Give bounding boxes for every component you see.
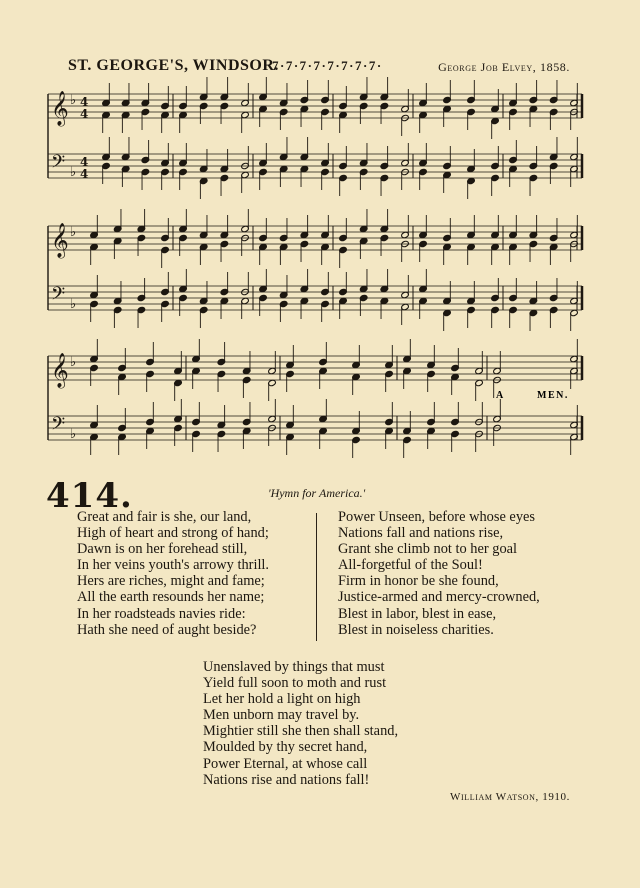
- bass-clef-icon: 𝄢: [51, 152, 66, 177]
- hymn-author: William Watson, 1910.: [450, 791, 570, 803]
- verse-line: Nations fall and nations rise,: [338, 525, 504, 542]
- stanza-1: [77, 509, 269, 638]
- hymn-subtitle: 'Hymn for America.': [268, 486, 366, 500]
- stanza-3: [203, 659, 398, 788]
- verse-line: All the earth resounds her name;: [77, 589, 265, 606]
- amen-men-label: MEN.: [537, 390, 569, 401]
- tune-composer: George Job Elvey, 1858.: [438, 60, 570, 74]
- time-signature-icon: 4: [80, 95, 89, 109]
- flat-sign-icon: ♭: [70, 427, 77, 442]
- treble-clef-icon: 𝄞: [51, 223, 69, 258]
- verse-line: Justice-armed and mercy-crowned,: [338, 589, 540, 606]
- verse-line: Moulded by thy secret hand,: [203, 739, 368, 756]
- column-divider: [316, 513, 317, 641]
- verse-line: Blest in labor, blest in ease,: [338, 605, 497, 622]
- verse-line: In her roadsteads navies ride:: [77, 605, 246, 622]
- tune-meter: 7·7·7·7·7·7·7·7·: [272, 58, 383, 73]
- amen-a-label: A: [496, 390, 505, 401]
- verse-line: Dawn is on her forehead still,: [77, 541, 248, 558]
- time-signature-icon: 4: [80, 167, 89, 181]
- flat-sign-icon: ♭: [70, 165, 77, 180]
- flat-sign-icon: ♭: [70, 93, 77, 108]
- verse-line: Unenslaved by things that must: [203, 659, 385, 675]
- verse-line: All-forgetful of the Soul!: [338, 557, 483, 574]
- verse-line: Grant she climb not to her goal: [338, 541, 518, 558]
- flat-sign-icon: ♭: [70, 297, 77, 312]
- verse-line: Firm in honor be she found,: [338, 573, 499, 590]
- verse-line: Nations rise and nations fall!: [203, 771, 370, 788]
- verse-line: Great and fair is she, our land,: [77, 509, 252, 525]
- stanza-2: [338, 509, 540, 638]
- verse-line: Hath she need of aught beside?: [77, 621, 257, 638]
- treble-clef-icon: 𝄞: [51, 91, 69, 126]
- verse-line: Power Unseen, before whose eyes: [338, 509, 536, 525]
- hymn-number: 414.: [46, 476, 133, 516]
- time-signature-icon: 4: [80, 107, 89, 121]
- verse-line: Let her hold a light on high: [203, 691, 361, 708]
- flat-sign-icon: ♭: [70, 225, 77, 240]
- verse-line: Power Eternal, at whose call: [203, 755, 368, 772]
- verse-line: In her veins youth's arrowy thrill.: [77, 557, 270, 574]
- time-signature-icon: 4: [80, 155, 89, 169]
- bass-clef-icon: 𝄢: [51, 414, 66, 439]
- flat-sign-icon: ♭: [70, 355, 77, 370]
- treble-clef-icon: 𝄞: [51, 353, 69, 388]
- tune-title: ST. GEORGE'S, WINDSOR.: [68, 57, 279, 74]
- verse-line: High of heart and strong of hand;: [77, 525, 269, 542]
- verse-line: Yield full soon to moth and rust: [203, 675, 387, 692]
- verse-line: Mightier still she then shall stand,: [203, 723, 399, 740]
- verse-line: Blest in noiseless charities.: [338, 621, 494, 638]
- bass-clef-icon: 𝄢: [51, 284, 66, 309]
- verse-line: Hers are riches, might and fame;: [77, 573, 265, 590]
- verse-line: Men unborn may travel by.: [203, 707, 360, 724]
